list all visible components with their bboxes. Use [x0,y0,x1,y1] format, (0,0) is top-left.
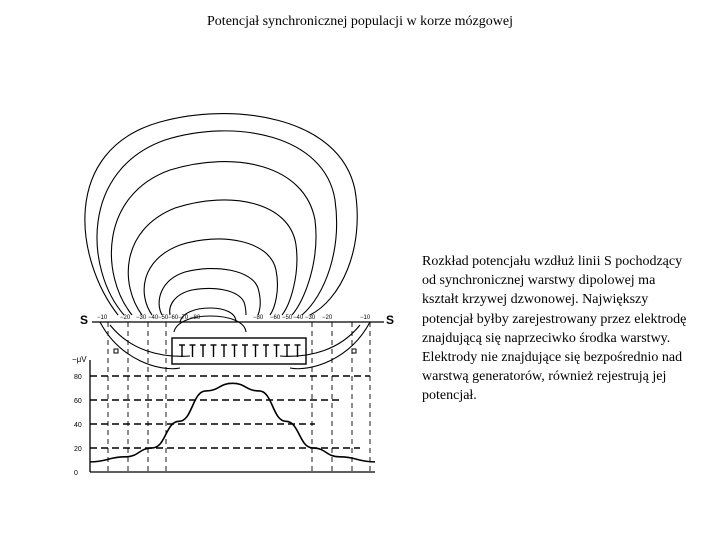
field-line [128,200,297,315]
isopotential-label: −50 [282,315,293,321]
field-line [110,325,190,356]
isopotential-label: −60 [270,315,281,321]
isopotential-label: −60 [168,315,179,321]
isopotential-label: −80 [253,315,264,321]
isopotential-label: −70 [178,315,189,321]
isopotential-label: −30 [305,315,316,321]
y-tick-label: 0 [74,470,78,477]
isopotential-label: −30 [136,315,147,321]
field-line [280,325,360,356]
description-text: Rozkład potencjału wzdłuż linii S pochodzący od synchronicznej warstwy dipolowej ma kształt krzywej dzwonowej. Największy potencjał byłby zarejestrowany przez elektrodę znajdującą się naprzeciwko środka warstwy. Elektrody nie znajdujące się bezpośrednio nad warstwą generatorów, również rejestrują jej potencjał. [422,254,687,404]
y-tick-label: 60 [74,398,82,405]
isopotential-label: −40 [293,315,304,321]
dipole-layer-diagram [70,110,405,485]
field-line [170,289,246,316]
isopotential-label: −10 [97,315,108,321]
field-line [180,308,236,322]
field-line [100,322,180,369]
electrode-marker [352,349,356,353]
s-label-right: S [386,313,395,327]
electrode-marker [114,349,118,353]
y-tick-label: 40 [74,422,82,429]
isopotential-label: −40 [148,315,159,321]
slide-title: Potencjał synchronicznej populacji w korze mózgowej [207,14,513,29]
isopotential-label: −80 [190,315,201,321]
field-line [144,239,277,315]
field-line [97,131,337,315]
y-tick-label: 80 [74,374,82,381]
s-label-left: S [80,313,89,327]
field-line [290,322,370,369]
y-axis-unit: −μV [72,355,87,364]
isopotential-label: −10 [360,315,371,321]
y-tick-label: 20 [74,446,82,453]
isopotential-label: −20 [322,315,333,321]
field-line [85,114,357,315]
isopotential-label: −50 [158,315,169,321]
isopotential-label: −20 [120,315,131,321]
field-line [111,162,316,315]
